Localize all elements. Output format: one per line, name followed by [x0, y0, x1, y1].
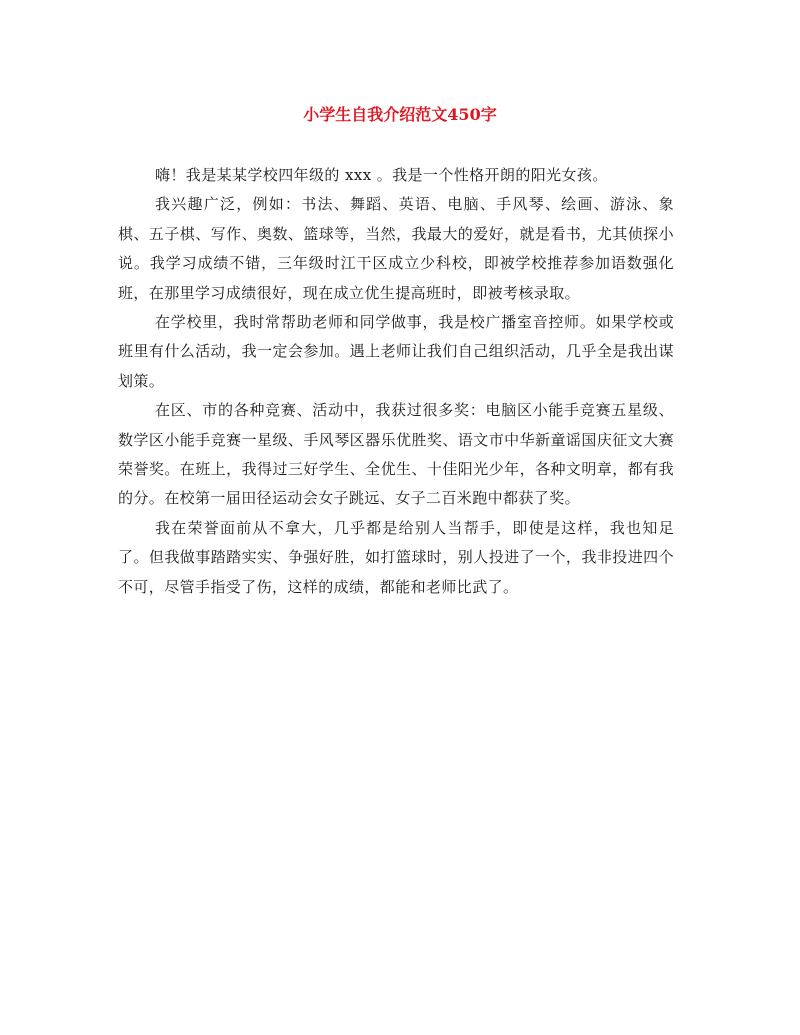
- paragraph-greeting: 嗨！我是某某学校四年级的 xxx 。我是一个性格开朗的阳光女孩。: [155, 166, 608, 184]
- paragraph-interests: 我兴趣广泛，例如：书法、舞蹈、英语、电脑、手风琴、绘画、游泳、象棋、五子棋、写作、奥数、篮球等，当然，我最大的爱好，就是看书，尤其侦探小说。我学习成绩不错，三年级时江干区成立少科校，即被学校推荐参加语数强化班，在那里学习成绩很好，现在成立优生提高班时，即被考核录取。: [118, 195, 674, 302]
- document-body: [118, 161, 674, 602]
- paragraph-attitude: 我在荣誉面前从不拿大，几乎都是给别人当帮手，即使是这样，我也知足了。但我做事踏踏实实、争强好胜，如打篮球时，别人投进了一个，我非投进四个不可，尽管手指受了伤，这样的成绩，都能和老师比武了。: [118, 518, 674, 596]
- paragraph-awards: 在区、市的各种竞赛、活动中，我获过很多奖：电脑区小能手竞赛五星级、数学区小能手竞赛一星级、手风琴区器乐优胜奖、语文市中华新童谣国庆征文大赛荣誉奖。在班上，我得过三好学生、全优生、十佳阳光少年，各种文明章，都有我的分。在校第一届田径运动会女子跳远、女子二百米跑中都获了奖。: [118, 401, 674, 508]
- document-title: 小学生自我介绍范文450字: [303, 105, 497, 124]
- paragraph-school-life: 在学校里，我时常帮助老师和同学做事，我是校广播室音控师。如果学校或班里有什么活动，我一定会参加。遇上老师让我们自己组织活动，几乎全是我出谋划策。: [118, 313, 674, 390]
